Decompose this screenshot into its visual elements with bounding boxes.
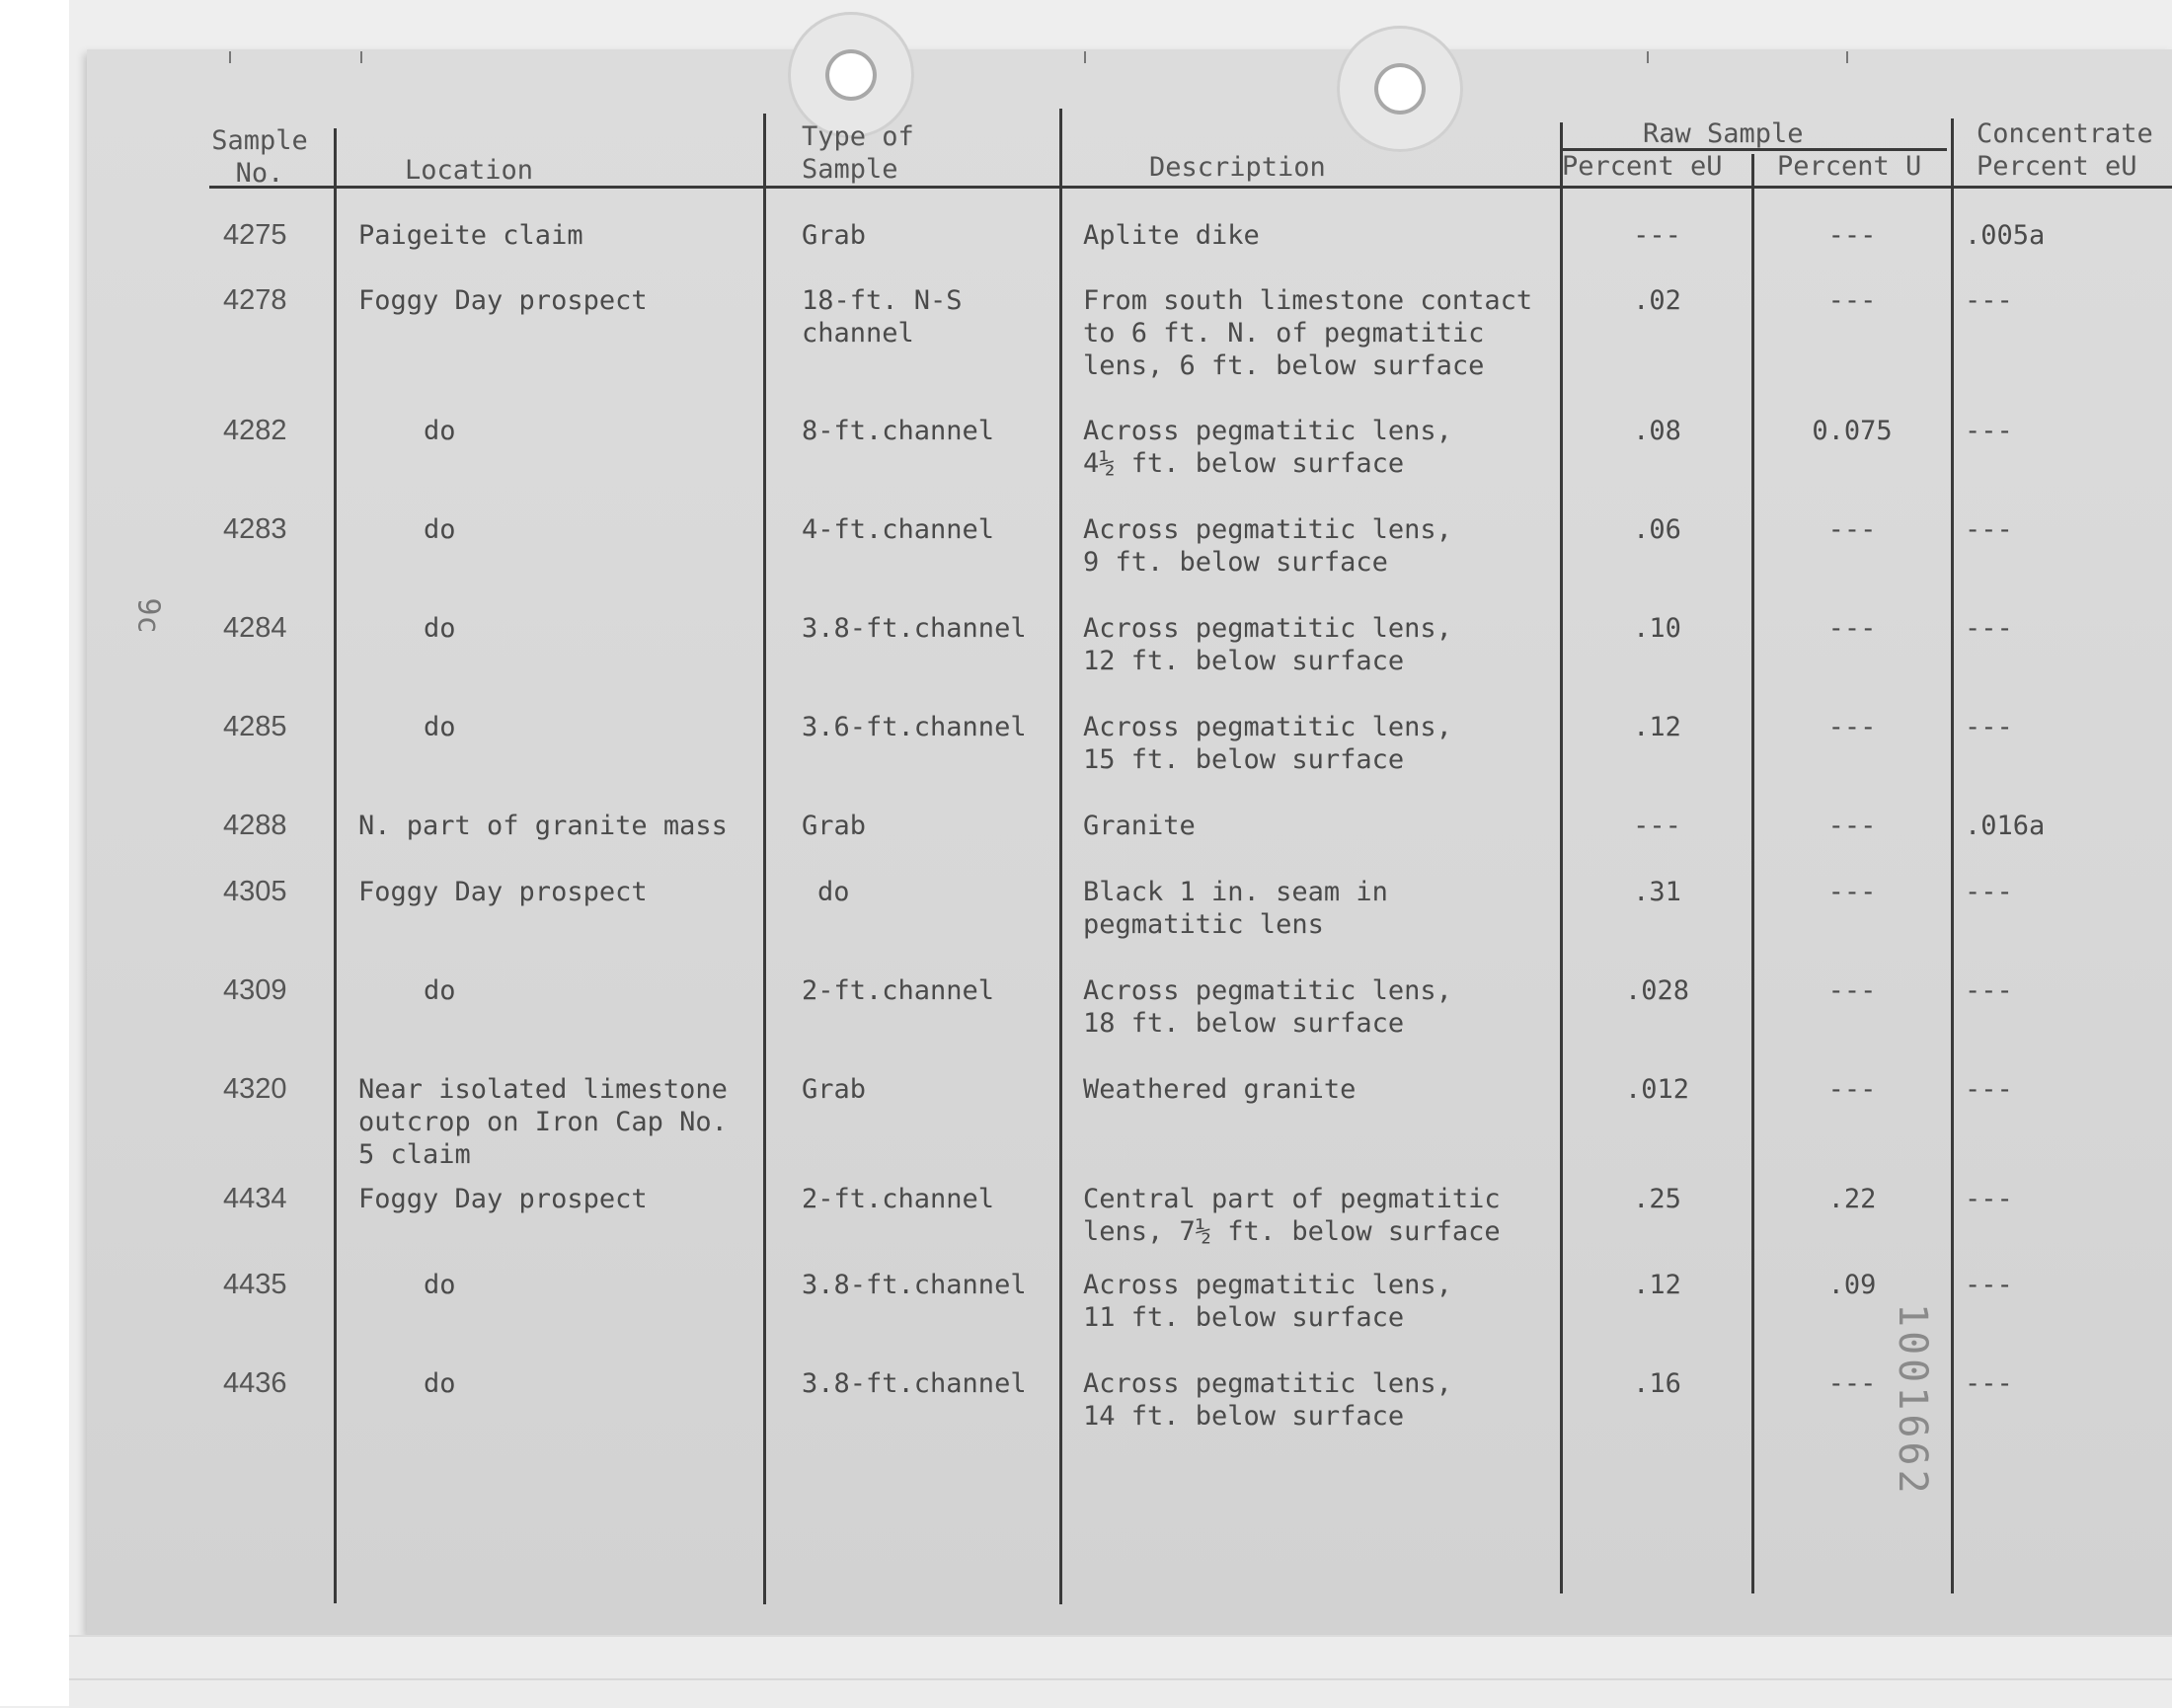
raw-percent-u-cell: --- (1827, 613, 1877, 644)
top-tick (360, 51, 362, 63)
top-tick (229, 51, 231, 63)
raw-percent-u-cell: --- (1827, 877, 1877, 907)
location-cell: do (424, 514, 456, 545)
concentrate-percent-eu-cell: --- (1965, 613, 2013, 644)
header-raw-sample: Raw Sample (1643, 118, 1804, 149)
sample-type-cell: Grab (802, 220, 867, 251)
location-cell: do (424, 1368, 456, 1399)
raw-percent-u-cell: --- (1827, 514, 1877, 545)
sample-type-cell: 18-ft. N-S channel (802, 285, 963, 349)
location-cell: do (424, 613, 456, 644)
sample-type-cell: 2-ft.channel (802, 1184, 995, 1214)
concentrate-percent-eu-cell: --- (1965, 514, 2013, 545)
col-rule-1 (334, 128, 337, 1603)
sample-number: 4284 (223, 612, 287, 644)
sample-number: 4285 (223, 711, 287, 742)
top-tick (1647, 51, 1649, 63)
raw-percent-u-cell: --- (1827, 1074, 1877, 1105)
sample-type-cell: Grab (802, 811, 867, 841)
raw-percent-eu-cell: --- (1633, 811, 1681, 841)
location-cell: Paigeite claim (358, 220, 583, 251)
description-cell: Weathered granite (1083, 1074, 1357, 1105)
location-cell: do (424, 416, 456, 446)
raw-percent-u-cell: --- (1827, 285, 1877, 316)
header-conc-percent-eu: Percent eU (1977, 151, 2137, 182)
description-cell: Across pegmatitic lens, 9 ft. below surface (1083, 514, 1452, 578)
location-cell: Foggy Day prospect (358, 285, 648, 316)
raw-percent-eu-cell: .08 (1633, 416, 1681, 446)
sample-number: 4278 (223, 284, 287, 316)
header-sample-no: Sample No. (211, 125, 308, 189)
binder-hole-right (1337, 26, 1463, 152)
sample-number: 4283 (223, 513, 287, 545)
raw-percent-u-cell: .22 (1827, 1184, 1877, 1214)
sample-number: 4436 (223, 1367, 287, 1399)
sample-type-cell: 8-ft.channel (802, 416, 995, 446)
scan-bottom-margin (69, 1635, 2172, 1708)
description-cell: From south limestone contact to 6 ft. N. of pegmatitic lens, 6 ft. below surface (1083, 285, 1533, 381)
concentrate-percent-eu-cell: --- (1965, 1368, 2013, 1399)
header-description: Description (1149, 152, 1326, 183)
stamp-number: 1001662 (1890, 1303, 1935, 1498)
sample-number: 4288 (223, 810, 287, 841)
header-concentrate: Concentrate (1977, 118, 2153, 149)
raw-percent-u-cell: --- (1827, 712, 1877, 742)
concentrate-percent-eu-cell: --- (1965, 712, 2013, 742)
raw-percent-eu-cell: .12 (1633, 712, 1681, 742)
concentrate-percent-eu-cell: --- (1965, 416, 2013, 446)
sample-type-cell: 3.8-ft.channel (802, 1368, 1027, 1399)
col-rule-3 (1059, 109, 1062, 1604)
description-cell: Black 1 in. seam in pegmatitic lens (1083, 877, 1388, 940)
header-raw-percent-eu: Percent eU (1562, 151, 1723, 182)
description-cell: Across pegmatitic lens, 12 ft. below surface (1083, 613, 1452, 676)
sample-number: 4275 (223, 219, 287, 251)
raw-percent-eu-cell: .12 (1633, 1270, 1681, 1300)
sample-type-cell: do (817, 877, 850, 907)
sample-type-cell: 2-ft.channel (802, 975, 995, 1006)
sample-number: 4282 (223, 415, 287, 446)
top-tick (1084, 51, 1086, 63)
location-cell: Near isolated limestone outcrop on Iron Cap No. 5 claim (358, 1074, 728, 1170)
sample-type-cell: 3.8-ft.channel (802, 1270, 1027, 1300)
description-cell: Across pegmatitic lens, 18 ft. below surface (1083, 975, 1452, 1039)
binder-hole-left (788, 12, 914, 138)
header-raw-percent-u: Percent U (1777, 151, 1922, 182)
description-cell: Granite (1083, 811, 1196, 841)
raw-percent-eu-cell: .31 (1633, 877, 1681, 907)
sample-type-cell: 3.6-ft.channel (802, 712, 1027, 742)
raw-percent-eu-cell: .25 (1633, 1184, 1681, 1214)
sample-type-cell: 4-ft.channel (802, 514, 995, 545)
raw-percent-u-cell: --- (1827, 975, 1877, 1006)
raw-percent-u-cell: --- (1827, 220, 1877, 251)
raw-percent-eu-cell: --- (1633, 220, 1681, 251)
header-rule (336, 186, 2172, 189)
sample-type-cell: Grab (802, 1074, 867, 1105)
location-cell: do (424, 1270, 456, 1300)
sample-number: 4320 (223, 1073, 287, 1105)
top-tick (1846, 51, 1848, 63)
concentrate-percent-eu-cell: --- (1965, 975, 2013, 1006)
sample-number: 4434 (223, 1183, 287, 1214)
raw-percent-eu-cell: .10 (1633, 613, 1681, 644)
raw-percent-u-cell: --- (1827, 1368, 1877, 1399)
location-cell: do (424, 712, 456, 742)
header-type: Type of Sample (802, 121, 914, 185)
sample-number: 4309 (223, 974, 287, 1006)
raw-percent-u-cell: .09 (1827, 1270, 1877, 1300)
raw-percent-eu-cell: .06 (1633, 514, 1681, 545)
description-cell: Across pegmatitic lens, 11 ft. below surface (1083, 1270, 1452, 1333)
col-rule-5 (1751, 154, 1754, 1593)
concentrate-percent-eu-cell: --- (1965, 1184, 2013, 1214)
raw-percent-u-cell: 0.075 (1812, 416, 1893, 446)
col-rule-6 (1951, 118, 1954, 1593)
header-location: Location (405, 155, 534, 186)
concentrate-percent-eu-cell: .005a (1965, 220, 2046, 251)
raw-percent-eu-cell: .02 (1633, 285, 1681, 316)
concentrate-percent-eu-cell: .016a (1965, 811, 2046, 841)
description-cell: Across pegmatitic lens, 14 ft. below surface (1083, 1368, 1452, 1432)
sample-type-cell: 3.8-ft.channel (802, 613, 1027, 644)
raw-percent-eu-cell: .012 (1624, 1074, 1690, 1105)
col-rule-4 (1560, 122, 1563, 1593)
concentrate-percent-eu-cell: --- (1965, 877, 2013, 907)
sample-number: 4305 (223, 876, 287, 907)
raw-percent-eu-cell: .028 (1624, 975, 1690, 1006)
description-cell: Across pegmatitic lens, 15 ft. below surface (1083, 712, 1452, 775)
scan-bottom-line (69, 1678, 2172, 1680)
description-cell: Across pegmatitic lens, 4½ ft. below surface (1083, 416, 1452, 479)
location-cell: Foggy Day prospect (358, 1184, 648, 1214)
concentrate-percent-eu-cell: --- (1965, 285, 2013, 316)
concentrate-percent-eu-cell: --- (1965, 1074, 2013, 1105)
concentrate-percent-eu-cell: --- (1965, 1270, 2013, 1300)
location-cell: do (424, 975, 456, 1006)
location-cell: N. part of granite mass (358, 811, 728, 841)
margin-note-9c: 9c (130, 597, 166, 634)
raw-percent-u-cell: --- (1827, 811, 1877, 841)
raw-percent-eu-cell: .16 (1633, 1368, 1681, 1399)
sample-number: 4435 (223, 1269, 287, 1300)
description-cell: Central part of pegmatitic lens, 7½ ft. below surface (1083, 1184, 1501, 1247)
description-cell: Aplite dike (1083, 220, 1260, 251)
scan-margin (0, 0, 69, 1706)
location-cell: Foggy Day prospect (358, 877, 648, 907)
